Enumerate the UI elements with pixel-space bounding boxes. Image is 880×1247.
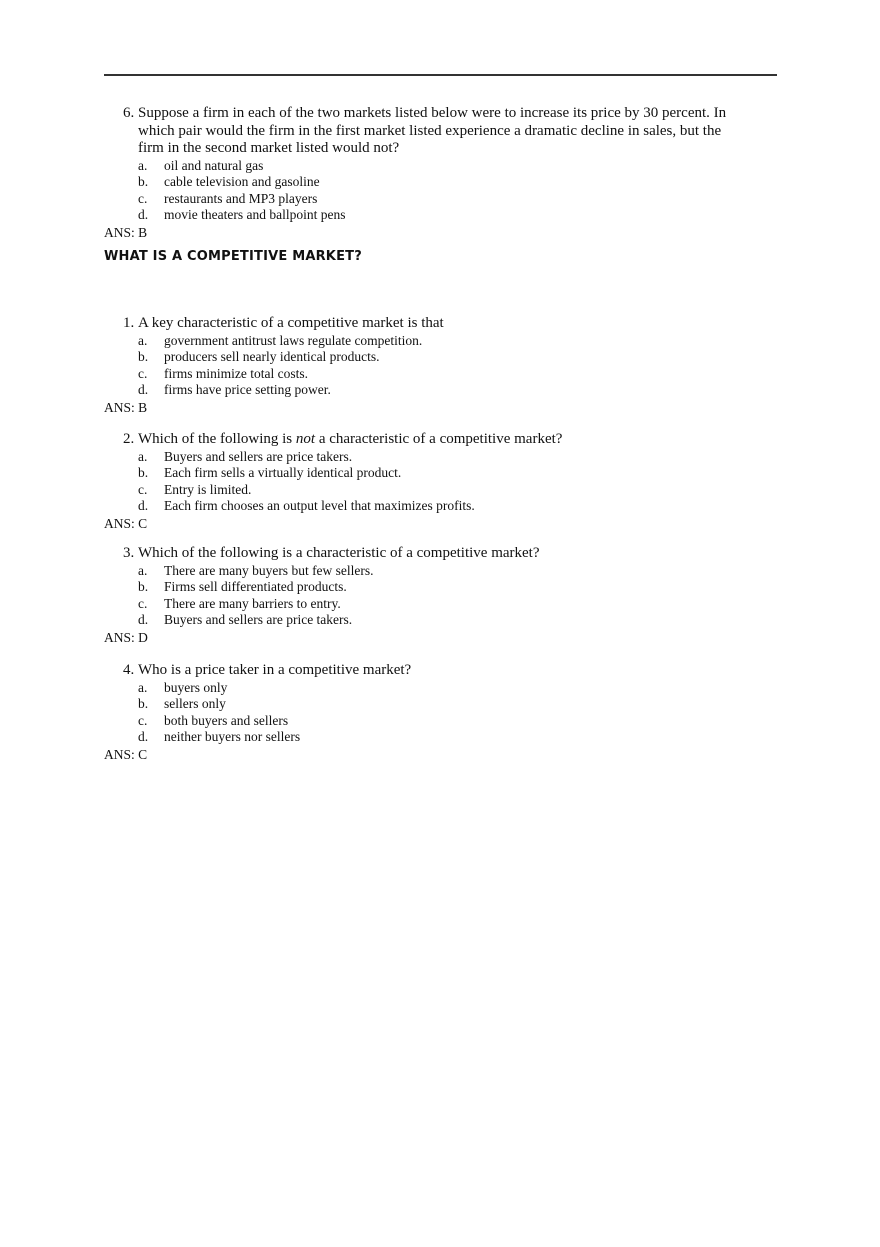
option-letter: b. [138, 174, 149, 190]
answer-option [104, 382, 784, 399]
question-line: Suppose a firm in each of the two markets listed below were to increase its price by 30 percent. In [138, 105, 727, 121]
answer-key: ANS: C [104, 746, 148, 762]
option-text: government antitrust laws regulate competition. [164, 332, 423, 348]
question-text-before: Which of the following is [138, 431, 296, 447]
question-number: 6. [123, 105, 135, 121]
option-letter: d. [138, 207, 149, 223]
section-heading: WHAT IS A COMPETITIVE MARKET? [104, 249, 362, 264]
answer-key: ANS: B [104, 399, 148, 415]
option-text: Buyers and sellers are price takers. [164, 448, 353, 464]
answer-option [104, 174, 784, 191]
question-block [104, 545, 784, 646]
answer-key: ANS: B [104, 224, 148, 240]
option-letter: a. [138, 332, 148, 348]
question-block [104, 431, 784, 532]
option-letter: c. [138, 595, 148, 611]
question-line: A key characteristic of a competitive market is that [138, 315, 444, 331]
question-number: 3. [123, 545, 135, 561]
question-text-after: a characteristic of a competitive market? [315, 431, 563, 447]
option-text: movie theaters and ballpoint pens [164, 207, 346, 223]
answer-option [104, 191, 784, 208]
answer-option [104, 482, 784, 499]
answer-option [104, 563, 784, 580]
question-text [104, 545, 784, 563]
answer-option [104, 713, 784, 730]
answer-option [104, 449, 784, 466]
question-block [104, 315, 784, 416]
answer-option [104, 366, 784, 383]
option-letter: a. [138, 562, 148, 578]
answer-option [104, 349, 784, 366]
header-rule [104, 74, 777, 76]
question-text [104, 315, 784, 333]
option-text: buyers only [164, 679, 228, 695]
question-number: 4. [123, 662, 135, 678]
option-text: sellers only [164, 696, 226, 712]
answer-option [104, 158, 784, 175]
option-letter: c. [138, 365, 148, 381]
option-text: Buyers and sellers are price takers. [164, 612, 353, 628]
answer-option [104, 498, 784, 515]
question-line: which pair would the firm in the first market listed experience a dramatic decline in sales, but the [138, 122, 722, 139]
question-text [104, 662, 784, 680]
answer-option [104, 465, 784, 482]
question-number: 1. [123, 315, 135, 331]
question-line: Who is a price taker in a competitive market? [138, 662, 412, 678]
option-text: both buyers and sellers [164, 712, 289, 728]
option-letter: b. [138, 579, 149, 595]
question-text [104, 431, 784, 449]
question-line: Which of the following is a characteristic of a competitive market? [138, 545, 540, 561]
answer-option [104, 612, 784, 629]
option-text: producers sell nearly identical products. [164, 349, 380, 365]
answer-key: ANS: D [104, 629, 148, 645]
question-text [104, 105, 784, 158]
option-letter: b. [138, 465, 149, 481]
option-text: oil and natural gas [164, 157, 264, 173]
option-text: firms have price setting power. [164, 382, 331, 398]
option-text: Each firm chooses an output level that maximizes profits. [164, 498, 475, 514]
option-text: There are many barriers to entry. [164, 595, 341, 611]
question-block [104, 662, 784, 763]
question-line: firm in the second market listed would not? [138, 140, 400, 156]
question-number: 2. [123, 431, 135, 447]
option-letter: b. [138, 349, 149, 365]
option-text: Entry is limited. [164, 481, 252, 497]
option-letter: c. [138, 481, 148, 497]
option-letter: b. [138, 696, 149, 712]
option-text: neither buyers nor sellers [164, 729, 301, 745]
answer-key: ANS: C [104, 515, 148, 531]
answer-option [104, 596, 784, 613]
answer-option [104, 333, 784, 350]
option-letter: d. [138, 729, 149, 745]
option-letter: c. [138, 712, 148, 728]
option-letter: d. [138, 612, 149, 628]
answer-option [104, 207, 784, 224]
answer-option [104, 680, 784, 697]
answer-option [104, 729, 784, 746]
option-letter: a. [138, 448, 148, 464]
answer-option [104, 696, 784, 713]
question-block [104, 105, 784, 241]
option-letter: d. [138, 382, 149, 398]
question-line [138, 431, 784, 449]
option-text: Firms sell differentiated products. [164, 579, 347, 595]
option-letter: c. [138, 190, 148, 206]
option-text: There are many buyers but few sellers. [164, 562, 374, 578]
option-letter: d. [138, 498, 149, 514]
option-text: restaurants and MP3 players [164, 190, 318, 206]
option-letter: a. [138, 679, 148, 695]
option-text: Each firm sells a virtually identical product. [164, 465, 402, 481]
question-emphasis: not [295, 431, 316, 447]
answer-option [104, 579, 784, 596]
option-text: cable television and gasoline [164, 174, 320, 190]
option-text: firms minimize total costs. [164, 365, 308, 381]
option-letter: a. [138, 157, 148, 173]
